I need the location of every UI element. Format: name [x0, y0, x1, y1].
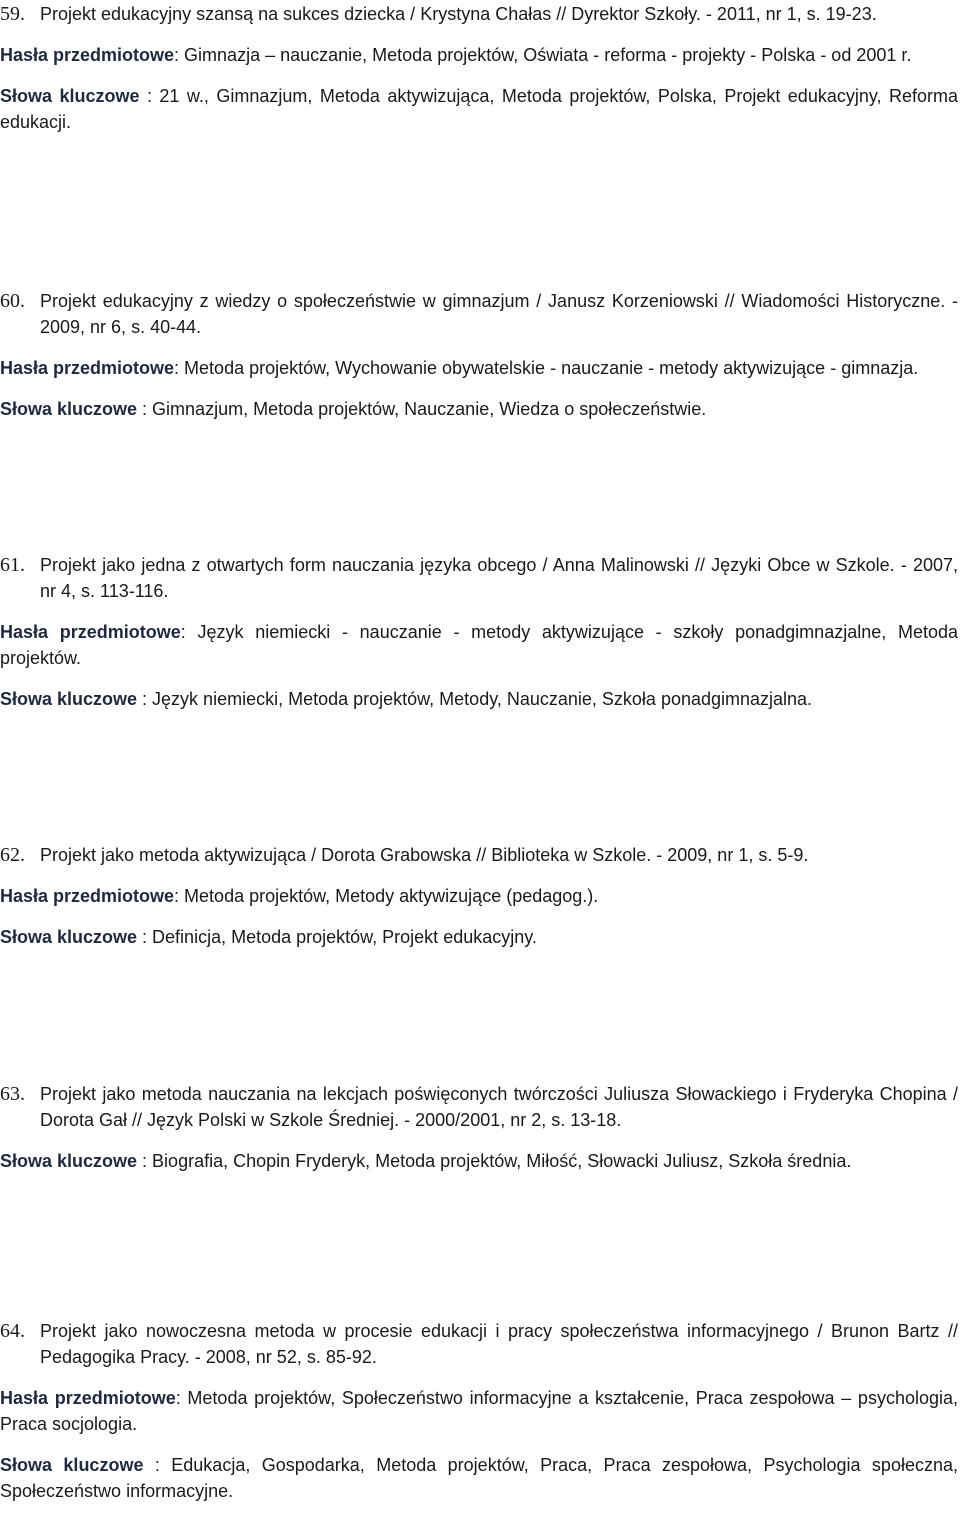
entry-number: 60.	[0, 290, 25, 312]
entry-title-row	[0, 1081, 958, 1133]
keywords-text: : 21 w., Gimnazjum, Metoda aktywizująca, Metoda projektów, Polska, Projekt edukacyjny, Reforma edukacji.	[0, 86, 958, 132]
keywords	[0, 1452, 958, 1504]
subject-headings-label: Hasła przedmiotowe	[0, 886, 175, 906]
keywords	[0, 924, 958, 950]
entry-citation: Projekt edukacyjny szansą na sukces dziecka / Krystyna Chałas // Dyrektor Szkoły. - 2011, nr 1, s. 19-23.	[40, 4, 877, 24]
bibliography-entry-64	[0, 1318, 958, 1504]
keywords-label: Słowa kluczowe	[0, 1455, 144, 1475]
entry-title-row	[0, 552, 958, 604]
subject-headings	[0, 619, 958, 671]
entry-number: 62.	[0, 844, 25, 866]
keywords-label: Słowa kluczowe	[0, 689, 138, 709]
entry-title-row	[0, 1, 958, 27]
keywords	[0, 83, 958, 135]
bibliography-entry-59	[0, 1, 958, 135]
entry-number: 63.	[0, 1083, 25, 1105]
subject-headings-label: Hasła przedmiotowe	[0, 45, 175, 65]
entry-number: 61.	[0, 554, 25, 576]
keywords	[0, 396, 958, 422]
subject-headings-label: Hasła przedmiotowe	[0, 358, 175, 378]
keywords-label: Słowa kluczowe	[0, 1151, 138, 1171]
keywords-label: Słowa kluczowe	[0, 86, 140, 106]
subject-headings-text: : Gimnazja – nauczanie, Metoda projektów, Oświata - reforma - projekty - Polska - od 2001 r.	[174, 45, 912, 65]
keywords-label: Słowa kluczowe	[0, 927, 138, 947]
subject-headings-label: Hasła przedmiotowe	[0, 622, 181, 642]
entry-title-row	[0, 842, 958, 868]
entry-citation: Projekt jako nowoczesna metoda w procesie edukacji i pracy społeczeństwa informacyjnego / Brunon Bartz // Pedagogika Pracy. - 2008, nr 52, s. 85-92.	[40, 1321, 958, 1367]
keywords-text: : Edukacja, Gospodarka, Metoda projektów, Praca, Praca zespołowa, Psychologia społeczna, Społeczeństwo informacyjne.	[0, 1455, 958, 1501]
keywords	[0, 1148, 958, 1174]
subject-headings	[0, 1385, 958, 1437]
keywords-label: Słowa kluczowe	[0, 399, 138, 419]
entry-number: 64.	[0, 1320, 25, 1342]
bibliography-entry-61	[0, 552, 958, 712]
bibliography-entry-60	[0, 288, 958, 422]
subject-headings-text: : Metoda projektów, Metody aktywizujące (pedagog.).	[174, 886, 599, 906]
entry-citation: Projekt jako metoda nauczania na lekcjach poświęconych twórczości Juliusza Słowackiego i Fryderyka Chopina / Dorota Gał // Język Polski w Szkole Średniej. - 2000/2001, nr 2, s. 13-18.	[40, 1084, 958, 1130]
entry-citation: Projekt edukacyjny z wiedzy o społeczeństwie w gimnazjum / Janusz Korzeniowski // Wiadomości Historyczne. - 2009, nr 6, s. 40-44.	[40, 291, 958, 337]
entry-number: 59.	[0, 3, 25, 25]
subject-headings	[0, 883, 958, 909]
keywords-text: : Gimnazjum, Metoda projektów, Nauczanie, Wiedza o społeczeństwie.	[137, 399, 707, 419]
keywords-text: : Język niemiecki, Metoda projektów, Metody, Nauczanie, Szkoła ponadgimnazjalna.	[137, 689, 813, 709]
subject-headings-text: : Metoda projektów, Wychowanie obywatelskie - nauczanie - metody aktywizujące - gimnazja.	[174, 358, 919, 378]
keywords-text: : Biografia, Chopin Fryderyk, Metoda projektów, Miłość, Słowacki Juliusz, Szkoła średnia.	[137, 1151, 852, 1171]
bibliography-entry-63	[0, 1081, 958, 1174]
subject-headings-text: : Język niemiecki - nauczanie - metody aktywizujące - szkoły ponadgimnazjalne, Metoda projektów.	[0, 622, 958, 668]
bibliography-entry-62	[0, 842, 958, 950]
subject-headings	[0, 355, 958, 381]
entry-title-row	[0, 1318, 958, 1370]
keywords-text: : Definicja, Metoda projektów, Projekt edukacyjny.	[137, 927, 537, 947]
entry-citation: Projekt jako metoda aktywizująca / Dorota Grabowska // Biblioteka w Szkole. - 2009, nr 1, s. 5-9.	[40, 845, 809, 865]
subject-headings	[0, 42, 958, 68]
subject-headings-text: : Metoda projektów, Społeczeństwo informacyjne a kształcenie, Praca zespołowa – psychologia, Praca socjologia.	[0, 1388, 958, 1434]
keywords	[0, 686, 958, 712]
entry-citation: Projekt jako jedna z otwartych form nauczania języka obcego / Anna Malinowski // Języki Obce w Szkole. - 2007, nr 4, s. 113-116.	[40, 555, 958, 601]
entry-title-row	[0, 288, 958, 340]
subject-headings-label: Hasła przedmiotowe	[0, 1388, 176, 1408]
